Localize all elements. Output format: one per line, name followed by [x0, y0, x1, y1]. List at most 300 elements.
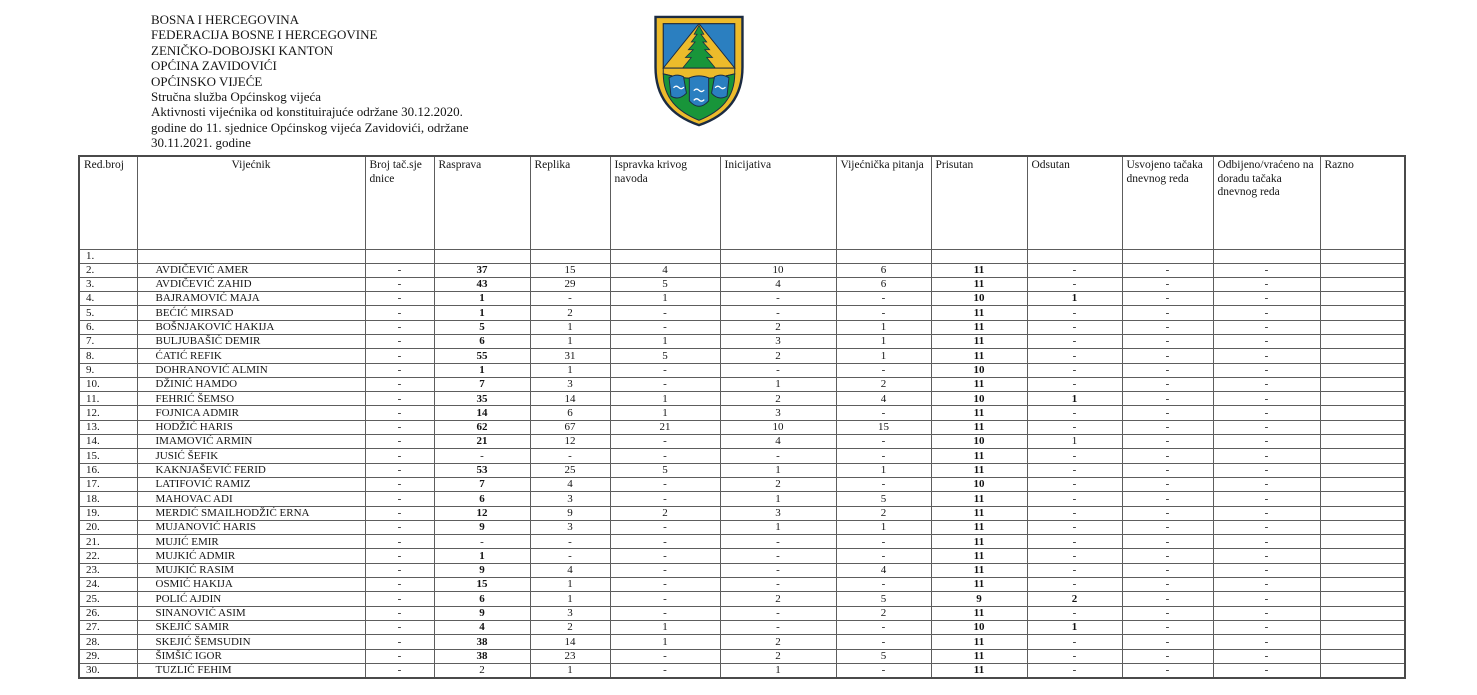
cell-red-broj: 14. [79, 435, 137, 449]
cell-ispravka-krivog-navoda: - [610, 535, 720, 549]
cell-prisutan: 10 [931, 363, 1027, 377]
cell-broj-tac-sjednice: - [365, 492, 434, 506]
cell-rasprava: 6 [434, 334, 530, 348]
cell-odbijeno-vraceno-na-doradu: - [1213, 449, 1320, 463]
cell-vijecnik: BEĆIĆ MIRSAD [137, 306, 365, 320]
cell-inicijativa: 1 [720, 663, 836, 678]
cell-vijecnik: HODŽIĆ HARIS [137, 420, 365, 434]
cell-red-broj: 21. [79, 535, 137, 549]
cell-odsutan: - [1027, 477, 1122, 491]
cell-ispravka-krivog-navoda: - [610, 520, 720, 534]
cell-odbijeno-vraceno-na-doradu: - [1213, 263, 1320, 277]
cell-red-broj: 6. [79, 320, 137, 334]
cell-ispravka-krivog-navoda: - [610, 306, 720, 320]
cell-prisutan: 10 [931, 392, 1027, 406]
cell-broj-tac-sjednice: - [365, 563, 434, 577]
cell-inicijativa: - [720, 292, 836, 306]
cell-rasprava: 38 [434, 649, 530, 663]
cell-rasprava: 9 [434, 520, 530, 534]
cell-inicijativa: - [720, 306, 836, 320]
cell-usvojeno-tacaka-dnevnog-reda: - [1122, 292, 1213, 306]
cell-vijecnicka-pitanja: - [836, 477, 931, 491]
cell-red-broj: 26. [79, 606, 137, 620]
column-header-vijecnik: Vijećnik [137, 156, 365, 250]
cell-inicijativa: 2 [720, 592, 836, 606]
cell-inicijativa: 10 [720, 420, 836, 434]
cell-odbijeno-vraceno-na-doradu: - [1213, 363, 1320, 377]
cell-odsutan: - [1027, 506, 1122, 520]
cell-red-broj: 28. [79, 635, 137, 649]
cell-inicijativa: - [720, 563, 836, 577]
cell-vijecnicka-pitanja: - [836, 635, 931, 649]
cell-prisutan: 11 [931, 535, 1027, 549]
cell-inicijativa: 3 [720, 406, 836, 420]
cell-ispravka-krivog-navoda: - [610, 435, 720, 449]
table-row [79, 563, 1405, 577]
cell-replika: 1 [530, 578, 610, 592]
cell-razno [1320, 277, 1405, 291]
cell-rasprava: - [434, 449, 530, 463]
cell-replika: 1 [530, 363, 610, 377]
cell-rasprava: 43 [434, 277, 530, 291]
cell-odsutan: - [1027, 320, 1122, 334]
cell-prisutan [931, 250, 1027, 264]
column-header-odsutan: Odsutan [1027, 156, 1122, 250]
cell-usvojeno-tacaka-dnevnog-reda: - [1122, 263, 1213, 277]
cell-red-broj: 2. [79, 263, 137, 277]
table-row [79, 492, 1405, 506]
cell-vijecnicka-pitanja: - [836, 435, 931, 449]
cell-ispravka-krivog-navoda: 1 [610, 392, 720, 406]
cell-prisutan: 11 [931, 578, 1027, 592]
table-row [79, 406, 1405, 420]
cell-odbijeno-vraceno-na-doradu [1213, 250, 1320, 264]
cell-vijecnik: SINANOVIĆ ASIM [137, 606, 365, 620]
cell-red-broj: 4. [79, 292, 137, 306]
council-activity-table [78, 155, 1406, 679]
cell-vijecnik: AVDIČEVIĆ AMER [137, 263, 365, 277]
table-row [79, 250, 1405, 264]
cell-usvojeno-tacaka-dnevnog-reda: - [1122, 578, 1213, 592]
cell-red-broj: 8. [79, 349, 137, 363]
cell-odbijeno-vraceno-na-doradu: - [1213, 535, 1320, 549]
cell-replika: 4 [530, 563, 610, 577]
cell-odsutan: - [1027, 463, 1122, 477]
cell-rasprava: 4 [434, 620, 530, 634]
cell-broj-tac-sjednice: - [365, 635, 434, 649]
cell-inicijativa: - [720, 549, 836, 563]
cell-odbijeno-vraceno-na-doradu: - [1213, 320, 1320, 334]
cell-broj-tac-sjednice: - [365, 349, 434, 363]
cell-replika: 6 [530, 406, 610, 420]
cell-red-broj: 24. [79, 578, 137, 592]
letterhead-line-municipality: OPĆINA ZAVIDOVIĆI [151, 58, 277, 74]
table-row [79, 463, 1405, 477]
column-header-rasprava: Rasprava [434, 156, 530, 250]
cell-vijecnik: MERDIĆ SMAILHODŽIĆ ERNA [137, 506, 365, 520]
cell-broj-tac-sjednice: - [365, 363, 434, 377]
cell-replika: 1 [530, 592, 610, 606]
letterhead-line-canton: ZENIČKO-DOBOJSKI KANTON [151, 42, 334, 58]
cell-odsutan: - [1027, 449, 1122, 463]
cell-rasprava: 1 [434, 363, 530, 377]
letterhead-line-federation: FEDERACIJA BOSNE I HERCEGOVINE [151, 27, 378, 43]
cell-rasprava: 9 [434, 606, 530, 620]
cell-vijecnik: SKEJIĆ SAMIR [137, 620, 365, 634]
cell-odbijeno-vraceno-na-doradu: - [1213, 349, 1320, 363]
cell-prisutan: 11 [931, 334, 1027, 348]
cell-prisutan: 10 [931, 620, 1027, 634]
cell-inicijativa: 3 [720, 506, 836, 520]
letterhead-line-service: Stručna služba Općinskog vijeća [151, 89, 322, 105]
table-row [79, 334, 1405, 348]
cell-odsutan [1027, 250, 1122, 264]
cell-usvojeno-tacaka-dnevnog-reda: - [1122, 306, 1213, 320]
cell-odsutan: - [1027, 349, 1122, 363]
cell-ispravka-krivog-navoda: - [610, 563, 720, 577]
cell-razno [1320, 392, 1405, 406]
cell-odbijeno-vraceno-na-doradu: - [1213, 463, 1320, 477]
cell-broj-tac-sjednice: - [365, 292, 434, 306]
cell-razno [1320, 663, 1405, 678]
cell-usvojeno-tacaka-dnevnog-reda: - [1122, 506, 1213, 520]
cell-razno [1320, 449, 1405, 463]
cell-vijecnicka-pitanja: - [836, 578, 931, 592]
cell-vijecnik: JUSIĆ ŠEFIK [137, 449, 365, 463]
cell-odsutan: - [1027, 663, 1122, 678]
cell-broj-tac-sjednice: - [365, 663, 434, 678]
cell-odbijeno-vraceno-na-doradu: - [1213, 520, 1320, 534]
cell-ispravka-krivog-navoda: 1 [610, 620, 720, 634]
cell-vijecnicka-pitanja: 1 [836, 463, 931, 477]
cell-broj-tac-sjednice: - [365, 435, 434, 449]
table-row [79, 292, 1405, 306]
cell-prisutan: 11 [931, 663, 1027, 678]
table-row [79, 420, 1405, 434]
cell-usvojeno-tacaka-dnevnog-reda: - [1122, 363, 1213, 377]
cell-inicijativa: 1 [720, 492, 836, 506]
cell-broj-tac-sjednice: - [365, 649, 434, 663]
cell-red-broj: 1. [79, 250, 137, 264]
cell-rasprava: 1 [434, 549, 530, 563]
table-row [79, 320, 1405, 334]
cell-prisutan: 11 [931, 463, 1027, 477]
cell-odbijeno-vraceno-na-doradu: - [1213, 578, 1320, 592]
cell-broj-tac-sjednice: - [365, 592, 434, 606]
cell-odsutan: - [1027, 520, 1122, 534]
cell-ispravka-krivog-navoda: - [610, 492, 720, 506]
cell-inicijativa: 2 [720, 392, 836, 406]
cell-red-broj: 13. [79, 420, 137, 434]
cell-prisutan: 11 [931, 306, 1027, 320]
letterhead-line-country: BOSNA I HERCEGOVINA [151, 12, 300, 27]
cell-red-broj: 29. [79, 649, 137, 663]
cell-vijecnicka-pitanja: 15 [836, 420, 931, 434]
cell-prisutan: 10 [931, 477, 1027, 491]
cell-vijecnicka-pitanja: 1 [836, 349, 931, 363]
cell-rasprava: 6 [434, 492, 530, 506]
cell-inicijativa: - [720, 620, 836, 634]
cell-vijecnik: MUJKIĆ RASIM [137, 563, 365, 577]
cell-usvojeno-tacaka-dnevnog-reda: - [1122, 277, 1213, 291]
cell-red-broj: 12. [79, 406, 137, 420]
cell-odbijeno-vraceno-na-doradu: - [1213, 306, 1320, 320]
cell-odbijeno-vraceno-na-doradu: - [1213, 334, 1320, 348]
cell-red-broj: 15. [79, 449, 137, 463]
cell-odbijeno-vraceno-na-doradu: - [1213, 377, 1320, 391]
cell-vijecnicka-pitanja [836, 250, 931, 264]
cell-broj-tac-sjednice: - [365, 520, 434, 534]
cell-rasprava: 6 [434, 592, 530, 606]
cell-replika: 14 [530, 635, 610, 649]
council-table-body [79, 250, 1405, 679]
cell-ispravka-krivog-navoda: - [610, 449, 720, 463]
cell-vijecnik: ĆATIĆ REFIK [137, 349, 365, 363]
cell-odsutan: - [1027, 377, 1122, 391]
cell-inicijativa: 2 [720, 349, 836, 363]
cell-replika: 4 [530, 477, 610, 491]
table-row [79, 663, 1405, 678]
cell-rasprava [434, 250, 530, 264]
cell-usvojeno-tacaka-dnevnog-reda: - [1122, 320, 1213, 334]
cell-ispravka-krivog-navoda: - [610, 649, 720, 663]
cell-replika [530, 250, 610, 264]
cell-replika: - [530, 549, 610, 563]
cell-razno [1320, 535, 1405, 549]
cell-broj-tac-sjednice: - [365, 477, 434, 491]
cell-replika: - [530, 292, 610, 306]
cell-prisutan: 11 [931, 492, 1027, 506]
cell-vijecnik: FOJNICA ADMIR [137, 406, 365, 420]
cell-vijecnik: TUZLIĆ FEHIM [137, 663, 365, 678]
cell-vijecnicka-pitanja: 4 [836, 392, 931, 406]
cell-odsutan: - [1027, 277, 1122, 291]
cell-inicijativa: - [720, 535, 836, 549]
cell-vijecnik: AVDIČEVIĆ ZAHID [137, 277, 365, 291]
coat-of-arms-icon [650, 14, 748, 128]
cell-razno [1320, 306, 1405, 320]
cell-odsutan: 1 [1027, 292, 1122, 306]
cell-inicijativa: 2 [720, 477, 836, 491]
cell-inicijativa: - [720, 606, 836, 620]
cell-broj-tac-sjednice: - [365, 406, 434, 420]
cell-razno [1320, 592, 1405, 606]
cell-ispravka-krivog-navoda: 4 [610, 263, 720, 277]
table-row [79, 520, 1405, 534]
cell-odbijeno-vraceno-na-doradu: - [1213, 592, 1320, 606]
cell-ispravka-krivog-navoda: 2 [610, 506, 720, 520]
cell-odsutan: - [1027, 406, 1122, 420]
cell-odbijeno-vraceno-na-doradu: - [1213, 549, 1320, 563]
cell-prisutan: 11 [931, 563, 1027, 577]
cell-prisutan: 11 [931, 377, 1027, 391]
cell-ispravka-krivog-navoda: - [610, 477, 720, 491]
cell-rasprava: 38 [434, 635, 530, 649]
cell-ispravka-krivog-navoda: 1 [610, 292, 720, 306]
cell-odbijeno-vraceno-na-doradu: - [1213, 506, 1320, 520]
cell-vijecnik: MUJKIĆ ADMIR [137, 549, 365, 563]
header-row [79, 156, 1405, 250]
cell-rasprava: 15 [434, 578, 530, 592]
cell-replika: 3 [530, 606, 610, 620]
cell-inicijativa: 1 [720, 520, 836, 534]
cell-vijecnik: SKEJIĆ ŠEMSUDIN [137, 635, 365, 649]
cell-usvojeno-tacaka-dnevnog-reda: - [1122, 649, 1213, 663]
cell-broj-tac-sjednice: - [365, 620, 434, 634]
cell-rasprava: 14 [434, 406, 530, 420]
cell-razno [1320, 334, 1405, 348]
cell-vijecnik: KAKNJAŠEVIĆ FERID [137, 463, 365, 477]
cell-vijecnik: DŽINIĆ HAMDO [137, 377, 365, 391]
cell-broj-tac-sjednice: - [365, 392, 434, 406]
cell-prisutan: 11 [931, 349, 1027, 363]
cell-vijecnicka-pitanja: - [836, 449, 931, 463]
cell-razno [1320, 263, 1405, 277]
cell-ispravka-krivog-navoda: - [610, 578, 720, 592]
cell-vijecnicka-pitanja: - [836, 406, 931, 420]
cell-odsutan: 1 [1027, 620, 1122, 634]
cell-rasprava: 62 [434, 420, 530, 434]
cell-razno [1320, 435, 1405, 449]
cell-usvojeno-tacaka-dnevnog-reda: - [1122, 520, 1213, 534]
cell-replika: 67 [530, 420, 610, 434]
cell-usvojeno-tacaka-dnevnog-reda: - [1122, 420, 1213, 434]
column-header-red-broj: Red.broj [79, 156, 137, 250]
cell-usvojeno-tacaka-dnevnog-reda: - [1122, 334, 1213, 348]
cell-ispravka-krivog-navoda: 5 [610, 349, 720, 363]
table-row [79, 506, 1405, 520]
cell-rasprava: 12 [434, 506, 530, 520]
cell-odsutan: - [1027, 535, 1122, 549]
table-row [79, 620, 1405, 634]
cell-red-broj: 23. [79, 563, 137, 577]
cell-replika: 31 [530, 349, 610, 363]
cell-rasprava: - [434, 535, 530, 549]
cell-red-broj: 10. [79, 377, 137, 391]
cell-red-broj: 20. [79, 520, 137, 534]
table-row [79, 635, 1405, 649]
column-header-ispravka-krivog-navoda: Ispravka krivog navoda [610, 156, 720, 250]
cell-broj-tac-sjednice: - [365, 506, 434, 520]
cell-odbijeno-vraceno-na-doradu: - [1213, 420, 1320, 434]
cell-red-broj: 9. [79, 363, 137, 377]
cell-razno [1320, 292, 1405, 306]
table-row [79, 377, 1405, 391]
cell-razno [1320, 606, 1405, 620]
cell-red-broj: 25. [79, 592, 137, 606]
cell-ispravka-krivog-navoda: 1 [610, 334, 720, 348]
cell-odbijeno-vraceno-na-doradu: - [1213, 277, 1320, 291]
column-header-razno: Razno [1320, 156, 1405, 250]
cell-inicijativa: - [720, 578, 836, 592]
cell-replika: 1 [530, 663, 610, 678]
cell-replika: - [530, 449, 610, 463]
cell-odsutan: - [1027, 563, 1122, 577]
cell-odsutan: - [1027, 606, 1122, 620]
cell-prisutan: 11 [931, 635, 1027, 649]
cell-inicijativa: - [720, 363, 836, 377]
cell-broj-tac-sjednice: - [365, 463, 434, 477]
cell-vijecnik: MAHOVAC ADI [137, 492, 365, 506]
cell-odsutan: - [1027, 578, 1122, 592]
cell-odbijeno-vraceno-na-doradu: - [1213, 406, 1320, 420]
cell-vijecnicka-pitanja: 1 [836, 520, 931, 534]
cell-replika: 14 [530, 392, 610, 406]
cell-vijecnicka-pitanja: 2 [836, 606, 931, 620]
cell-ispravka-krivog-navoda: 1 [610, 406, 720, 420]
cell-replika: 25 [530, 463, 610, 477]
column-header-inicijativa: Inicijativa [720, 156, 836, 250]
cell-vijecnicka-pitanja: 4 [836, 563, 931, 577]
cell-vijecnik: MUJIĆ EMIR [137, 535, 365, 549]
cell-broj-tac-sjednice: - [365, 606, 434, 620]
cell-razno [1320, 349, 1405, 363]
cell-inicijativa: 4 [720, 435, 836, 449]
table-row [79, 363, 1405, 377]
cell-odbijeno-vraceno-na-doradu: - [1213, 435, 1320, 449]
table-row [79, 477, 1405, 491]
cell-ispravka-krivog-navoda: - [610, 549, 720, 563]
cell-prisutan: 11 [931, 320, 1027, 334]
cell-ispravka-krivog-navoda: - [610, 606, 720, 620]
cell-replika: 2 [530, 306, 610, 320]
cell-odsutan: - [1027, 420, 1122, 434]
cell-vijecnicka-pitanja: 1 [836, 334, 931, 348]
cell-red-broj: 7. [79, 334, 137, 348]
cell-vijecnicka-pitanja: - [836, 663, 931, 678]
cell-vijecnicka-pitanja: - [836, 292, 931, 306]
cell-broj-tac-sjednice: - [365, 535, 434, 549]
cell-razno [1320, 635, 1405, 649]
cell-vijecnicka-pitanja: 6 [836, 263, 931, 277]
cell-vijecnik: OSMIĆ HAKIJA [137, 578, 365, 592]
cell-odsutan: 1 [1027, 435, 1122, 449]
cell-usvojeno-tacaka-dnevnog-reda: - [1122, 606, 1213, 620]
cell-razno [1320, 420, 1405, 434]
column-header-broj-tac-sjednice: Broj tač.sje dnice [365, 156, 434, 250]
cell-broj-tac-sjednice: - [365, 306, 434, 320]
cell-broj-tac-sjednice: - [365, 320, 434, 334]
cell-vijecnik: LATIFOVIĆ RAMIZ [137, 477, 365, 491]
cell-vijecnicka-pitanja: - [836, 535, 931, 549]
table-row [79, 306, 1405, 320]
cell-red-broj: 18. [79, 492, 137, 506]
cell-red-broj: 16. [79, 463, 137, 477]
cell-inicijativa: 4 [720, 277, 836, 291]
cell-usvojeno-tacaka-dnevnog-reda: - [1122, 435, 1213, 449]
cell-ispravka-krivog-navoda: - [610, 363, 720, 377]
cell-ispravka-krivog-navoda [610, 250, 720, 264]
table-row [79, 578, 1405, 592]
cell-razno [1320, 620, 1405, 634]
cell-razno [1320, 250, 1405, 264]
cell-razno [1320, 563, 1405, 577]
cell-rasprava: 5 [434, 320, 530, 334]
cell-vijecnik: BAJRAMOVIĆ MAJA [137, 292, 365, 306]
cell-rasprava: 2 [434, 663, 530, 678]
cell-red-broj: 5. [79, 306, 137, 320]
letterhead-line-council: OPĆINSKO VIJEĆE [151, 73, 263, 89]
column-header-usvojeno-tacaka: Usvojeno tačaka dnevnog reda [1122, 156, 1213, 250]
cell-replika: 2 [530, 620, 610, 634]
cell-vijecnicka-pitanja: 1 [836, 320, 931, 334]
cell-inicijativa: 2 [720, 635, 836, 649]
column-header-prisutan: Prisutan [931, 156, 1027, 250]
cell-usvojeno-tacaka-dnevnog-reda: - [1122, 563, 1213, 577]
cell-inicijativa: - [720, 449, 836, 463]
cell-razno [1320, 463, 1405, 477]
cell-odsutan: - [1027, 306, 1122, 320]
